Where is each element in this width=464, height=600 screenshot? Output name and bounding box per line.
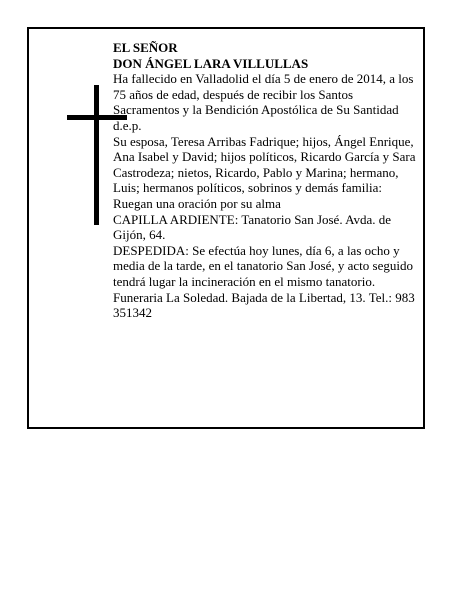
family-list: Su esposa, Teresa Arribas Fadrique; hijos, Ángel Enrique, Ana Isabel y David; hijos políticos, Ricardo García y Sara Castrodeza; nietos, Ricardo, Pablo y Marina; hermano, Luis; hermanos políticos, sobrinos y demás familia: [113,133,416,196]
farewell-info: DESPEDIDA: Se efectúa hoy lunes, día 6, a las ocho y media de la tarde, en el tanatorio San José, y acto seguido tendrá lugar la incineración en el mismo tanatorio. [113,242,413,289]
prayer-request: Ruegan una oración por su alma [113,195,281,211]
deceased-name: DON ÁNGEL LARA VILLULLAS [113,55,309,71]
chapel-info: CAPILLA ARDIENTE: Tanatorio San José. Avda. de Gijón, 64. [113,211,392,243]
header-title: EL SEÑOR [113,40,178,55]
death-announcement: Ha fallecido en Valladolid el día 5 de enero de 2014, a los 75 años de edad, después de recibir los Santos Sacramentos y la Bendición Apostólica de Su Santidad d.e.p. [113,71,414,133]
funeral-home-info: Funeraria La Soledad. Bajada de la Libertad, 13. Tel.: 983 351342 [113,289,415,321]
obituary-text [113,40,418,321]
cross-vertical-bar [94,85,99,225]
